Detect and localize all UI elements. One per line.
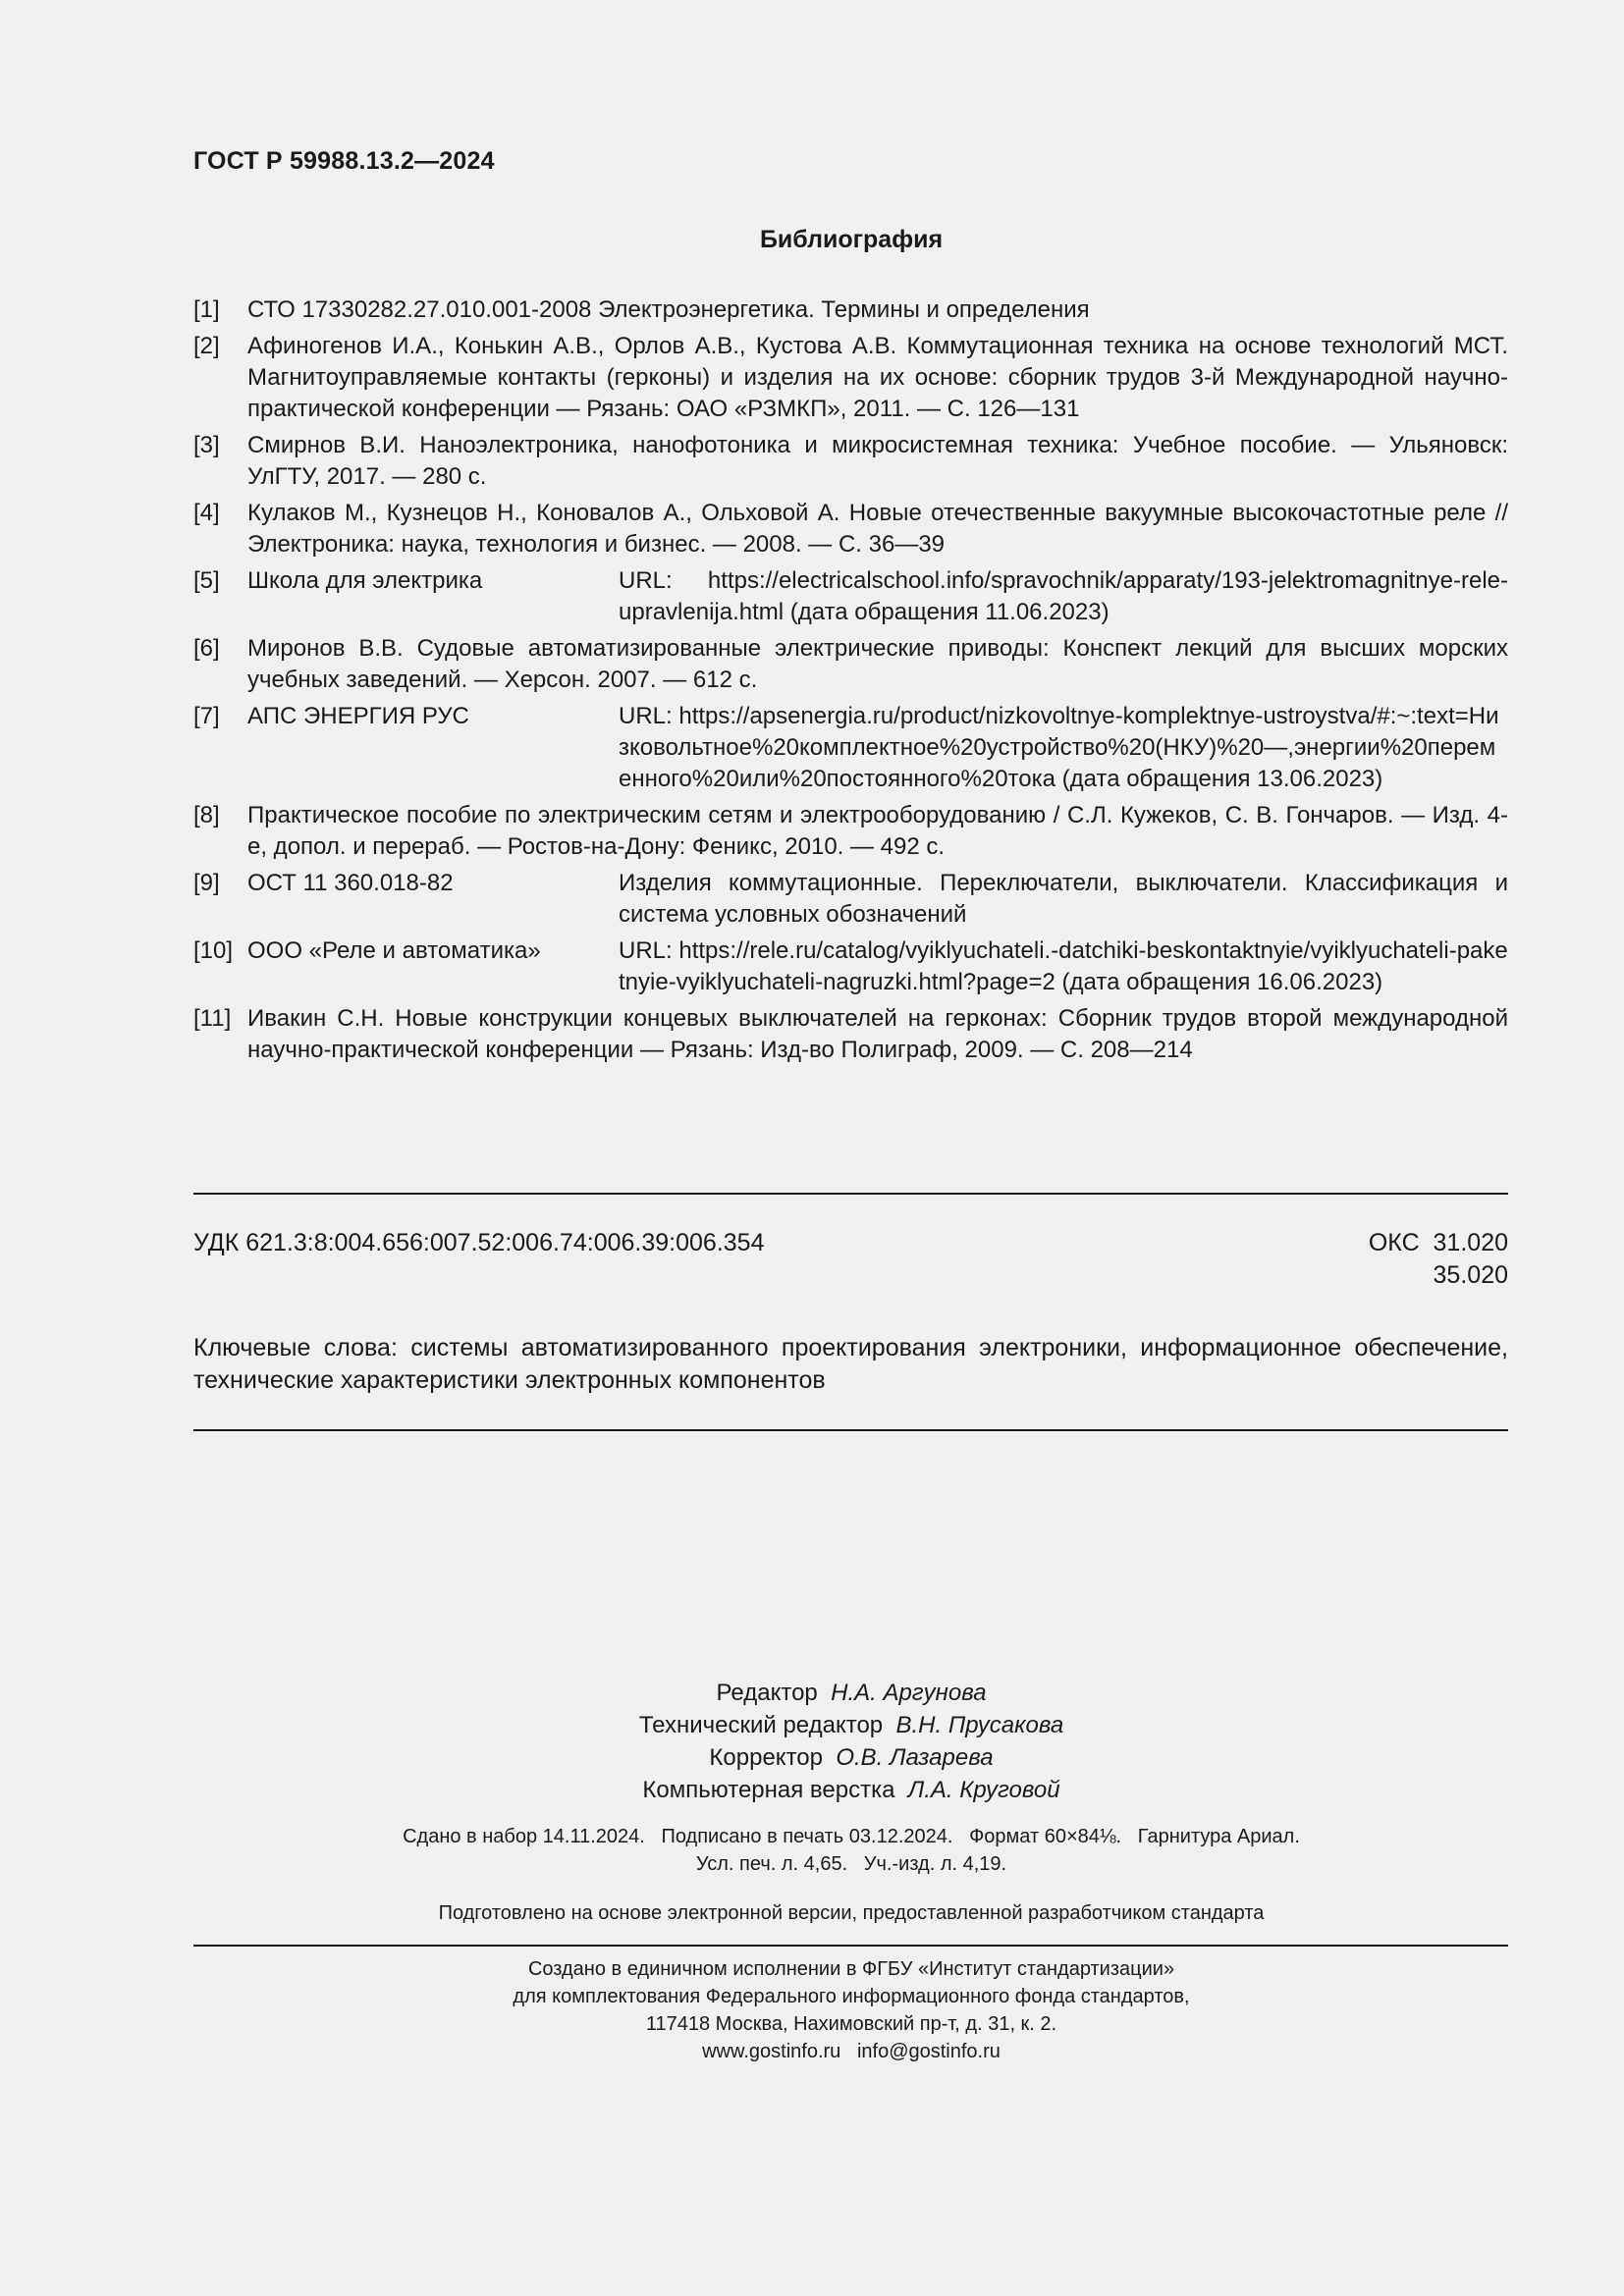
bibliography-entry xyxy=(193,868,1508,931)
staff-line xyxy=(0,1741,1624,1774)
staff-role: Компьютерная верстка xyxy=(642,1777,895,1803)
bibliography-entry xyxy=(193,331,1508,425)
staff-line xyxy=(0,1774,1624,1806)
entry-number: [4] xyxy=(193,500,220,526)
print-imprint xyxy=(0,1823,1624,1878)
entry-text: СТО 17330282.27.010.001-2008 Электроэнергетика. Термины и определения xyxy=(247,296,1090,323)
oks-line-1: ОКС 31.020 xyxy=(1368,1229,1508,1256)
divider-middle xyxy=(193,1429,1508,1431)
oks-code xyxy=(1369,1227,1508,1292)
bibliography-entry xyxy=(193,800,1508,863)
bibliography-entry xyxy=(193,565,1508,628)
entry-number: [8] xyxy=(193,802,220,828)
entry-source-description: Изделия коммутационные. Переключатели, выключатели. Классификация и система условных обозначений xyxy=(619,870,1508,928)
bibliography-title: Библиография xyxy=(759,226,944,253)
entry-text: Смирнов В.И. Наноэлектроника, нанофотоника и микросистемная техника: Учебное пособие. — Ульяновск: УлГТУ, 2017. — 280 с. xyxy=(247,432,1508,490)
bibliography-entry xyxy=(193,294,1508,326)
bibliography-entry xyxy=(193,1003,1508,1066)
entry-source-name: ОСТ 11 360.018-82 xyxy=(247,870,454,896)
entry-number: [9] xyxy=(193,870,220,896)
entry-number: [6] xyxy=(193,635,220,662)
editorial-staff xyxy=(0,1677,1624,1806)
keywords: Ключевые слова: системы автоматизированного проектирования электроники, информационное обеспечение, технические характеристики электронных компонентов xyxy=(193,1334,1508,1394)
publisher-line-2: для комплектования Федерального информационного фонда стандартов, xyxy=(513,1986,1190,2007)
entry-text: Афиногенов И.А., Конькин А.В., Орлов А.В., Кустова А.В. Коммутационная техника на основе технологий МСТ. Магнитоуправляемые контакты (герконы) и изделия на их основе: сборник трудов 3-й Международной научно-практической конференции — Рязань: ОАО «РЗМКП», 2011. — С. 126—131 xyxy=(247,333,1508,422)
entry-source-link[interactable]: URL: https://electricalschool.info/spravochnik/apparaty/193-jelektromagnitnye-rele-upravlenija.html (дата обращения 11.06.2023) xyxy=(619,567,1508,625)
entry-source-name: ООО «Реле и автоматика» xyxy=(247,937,541,964)
bibliography-entry xyxy=(193,935,1508,998)
entry-number: [7] xyxy=(193,703,220,729)
standard-code: ГОСТ Р 59988.13.2—2024 xyxy=(193,147,495,175)
staff-role: Редактор xyxy=(716,1680,818,1706)
publisher-contacts[interactable]: www.gostinfo.ru info@gostinfo.ru xyxy=(702,2041,1001,2062)
staff-line xyxy=(0,1709,1624,1741)
entry-number: [5] xyxy=(193,567,220,594)
prepared-note: Подготовлено на основе электронной версии, предоставленной разработчиком стандарта xyxy=(438,1902,1265,1924)
bibliography-entry xyxy=(193,430,1508,493)
udc-code: УДК 621.3:8:004.656:007.52:006.74:006.39:006.354 xyxy=(193,1229,765,1256)
entry-text: Миронов В.В. Судовые автоматизированные электрические приводы: Конспект лекций для высших морских учебных заведений. — Херсон. 2007. — 612 с. xyxy=(247,635,1508,693)
entry-text: Практическое пособие по электрическим сетям и электрооборудованию / С.Л. Кужеков, С. В. Гончаров. — Изд. 4-е, допол. и перераб. — Ростов-на-Дону: Феникс, 2010. — 492 с. xyxy=(247,802,1508,860)
bibliography-entry xyxy=(193,498,1508,561)
imprint-line-1: Сдано в набор 14.11.2024. Подписано в печать 03.12.2024. Формат 60×84⅛. Гарнитура Ариал. xyxy=(403,1826,1300,1847)
entry-number: [2] xyxy=(193,333,220,359)
entry-source-name: Школа для электрика xyxy=(247,567,483,594)
entry-number: [3] xyxy=(193,432,220,458)
divider-top xyxy=(193,1193,1508,1195)
entry-source-name: АПС ЭНЕРГИЯ РУС xyxy=(247,703,469,729)
publisher-line-3: 117418 Москва, Нахимовский пр-т, д. 31, к. 2. xyxy=(645,2013,1057,2035)
staff-person: Н.А. Аргунова xyxy=(831,1680,987,1706)
entry-text: Кулаков М., Кузнецов Н., Коновалов А., Ольховой А. Новые отечественные вакуумные высокочастотные реле // Электроника: наука, технология и бизнес. — 2008. — С. 36—39 xyxy=(247,500,1508,558)
entry-number: [11] xyxy=(193,1005,232,1032)
entry-text: Ивакин С.Н. Новые конструкции концевых выключателей на герконах: Сборник трудов второй международной научно-практической конференции — Рязань: Изд-во Полиграф, 2009. — С. 208—214 xyxy=(247,1005,1508,1063)
publisher-line-1: Создано в единичном исполнении в ФГБУ «Институт стандартизации» xyxy=(527,1958,1175,1980)
staff-person: О.В. Лазарева xyxy=(836,1744,994,1771)
staff-role: Корректор xyxy=(709,1744,823,1771)
divider-bottom xyxy=(193,1945,1508,1947)
imprint-line-2: Усл. печ. л. 4,65. Уч.-изд. л. 4,19. xyxy=(695,1853,1007,1875)
staff-role: Технический редактор xyxy=(638,1712,884,1738)
publisher-info xyxy=(0,1955,1624,2065)
entry-source-link[interactable]: URL: https://rele.ru/catalog/vyiklyuchateli.-datchiki-beskontaktnyie/vyiklyuchateli-paketnyie-vyiklyuchateli-nagruzki.html?page=2 (дата обращения 16.06.2023) xyxy=(619,937,1508,995)
staff-person: Л.А. Круговой xyxy=(907,1777,1060,1803)
staff-person: В.Н. Прусакова xyxy=(895,1712,1064,1738)
entry-number: [1] xyxy=(193,296,220,323)
bibliography-entry xyxy=(193,633,1508,696)
entry-number: [10] xyxy=(193,937,234,964)
staff-line xyxy=(0,1677,1624,1709)
entry-source-link[interactable]: URL: https://apsenergia.ru/product/nizkovoltnye-komplektnye-ustroystva/#:~:text=Низковольтное%20комплектное%20устройство%20(НКУ)%20—,энергии%20переменного%20или%20постоянного%20тока (дата обращения 13.06.2023) xyxy=(619,703,1499,792)
oks-line-2: 35.020 xyxy=(1433,1261,1508,1289)
bibliography-list xyxy=(193,294,1508,1071)
bibliography-entry xyxy=(193,701,1508,795)
